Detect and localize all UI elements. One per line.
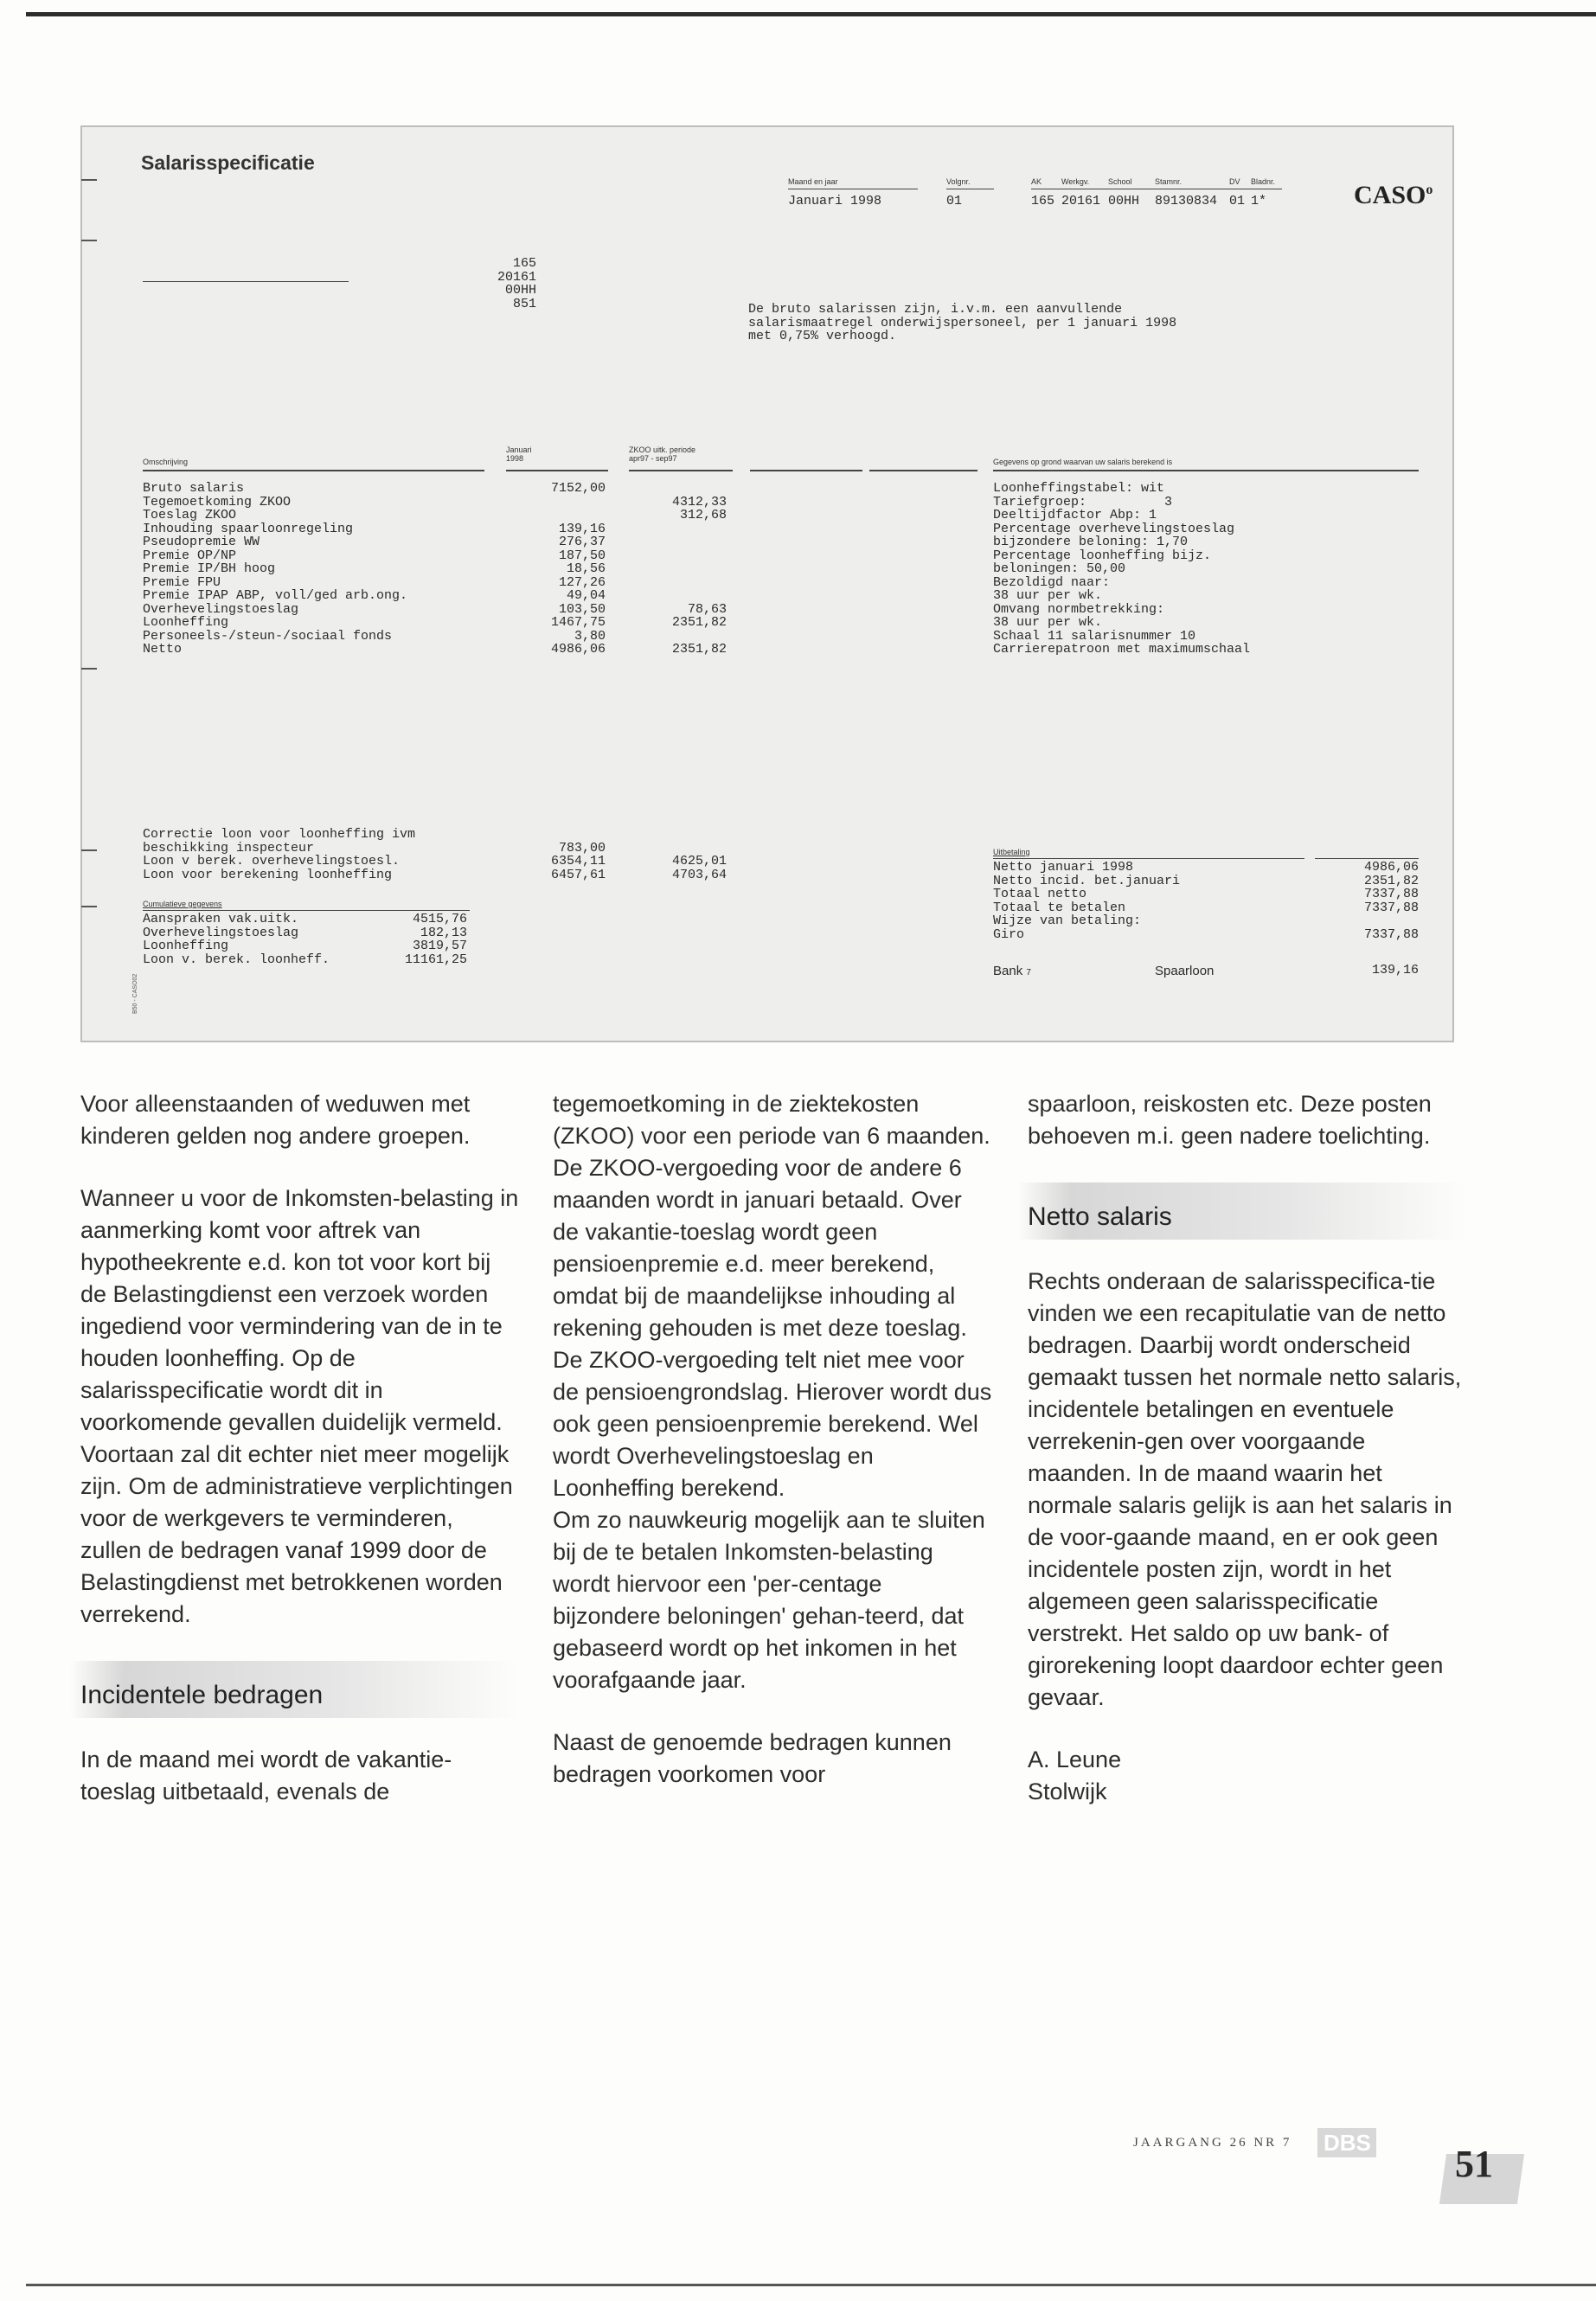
caso-logo: CASO$^o$ [1354, 181, 1433, 209]
bottom-rule [26, 2284, 1596, 2286]
header-label: Maand en jaar [788, 177, 838, 186]
header-label: Bladnr. [1251, 177, 1276, 186]
header-label: Stamnr. [1155, 177, 1183, 186]
uitbetaling-values: 4986,06 2351,82 7337,88 7337,88 7337,88 [1363, 860, 1419, 942]
header-value: 01 [1229, 194, 1246, 208]
margin-tick [81, 240, 97, 241]
header-value: 165 [1031, 194, 1055, 208]
slip-title: Salarisspecificatie [141, 151, 315, 174]
margin-tick [81, 179, 97, 181]
page-number: 51 [1455, 2143, 1493, 2185]
cumulatief-values: 4515,76 182,13 3819,57 11161,25 [404, 912, 467, 967]
heading-incidentele-bedragen: Incidentele bedragen [70, 1661, 520, 1718]
spaarloon-value: 139,16 [1371, 963, 1419, 977]
paragraph: Rechts onderaan de salarisspecifica-tie vinden we een recapitulatie van de netto bedragen. Daarbij wordt onderscheid gemaakt tussen het normale netto salaris, incidentele betalingen en eventuele verrekenin-gen over voorgaande maanden. In de maand waarin het normale salaris gelijk is aan het salaris in de voor-gaande maand, en er ook geen incidentele posten zijn, wordt in het algemeen geen salarisspecificatie verstrekt. Het saldo op uw bank- of girorekening loopt daardoor echter geen gevaar. [1028, 1268, 1462, 1710]
page-footer [1133, 2128, 1376, 2157]
article-column-1 [80, 1088, 520, 1838]
paragraph: Voor alleenstaanden of weduwen met kinderen gelden nog andere groepen. [80, 1091, 471, 1149]
correctie-januari: 783,00 6354,11 6457,61 [550, 840, 606, 882]
correctie-description: Correctie loon voor loonheffing ivm beschikking inspecteur Loon v berek. overhevelingstoesl. Loon voor berekening loonheffing [143, 827, 416, 882]
paragraph: Naast de genoemde bedragen kunnen bedragen voorkomen voor [553, 1729, 952, 1787]
items-description: Bruto salaris Tegemoetkoming ZKOO Toeslag ZKOO Inhouding spaarloonregeling Pseudopremie WW Premie OP/NP Premie IP/BH hoog Premie FPU Premie IPAP ABP, voll/ged arb.ong. Overhevelingstoeslag Loonheffing Personeels-/steun-/sociaal fonds Netto [143, 481, 408, 657]
paragraph: tegemoetkoming in de ziektekosten (ZKOO) voor een periode van 6 maanden. De ZKOO-vergoeding voor de andere 6 maanden wordt in januari betaald. Over de vakantie-toeslag wordt geen pensioenpremie e.d. meer berekend, omdat bij de maandelijkse inhouding al rekening gehouden is met deze toeslag. [553, 1091, 990, 1341]
uitbetaling-label: Uitbetaling [993, 848, 1030, 856]
col-gegevens: Gegevens op grond waarvan uw salaris berekend is [993, 458, 1173, 466]
margin-tick [81, 668, 97, 670]
gegevens-list: Loonheffingstabel: wit Tariefgroep: 3 Deeltijdfactor Abp: 1 Percentage overhevelingstoeslag bijzondere beloning: 1,70 Percentage loonheffing bijz. beloningen: 50,00 Bezoldigd naar: 38 uur per wk. Omvang normbetrekking: 38 uur per wk. Schaal 11 salarisnummer 10 Carrierepatroon met maximumschaal [993, 481, 1251, 657]
top-rule [26, 12, 1596, 16]
header-value: Januari 1998 [788, 194, 882, 208]
uitbetaling-description: Netto januari 1998 Netto incid. bet.januari Totaal netto Totaal te betalen Wijze van betaling: Giro [993, 860, 1181, 942]
margin-tick [81, 906, 97, 907]
header-label: Volgnr. [946, 177, 971, 186]
header-label: AK [1031, 177, 1042, 186]
slip-notice: De bruto salarissen zijn, i.v.m. een aanvullende salarismaatregel onderwijspersoneel, per 1 januari 1998 met 0,75% verhoogd. [748, 302, 1177, 343]
header-label: Werkgv. [1061, 177, 1090, 186]
header-label: DV [1229, 177, 1240, 186]
col-zkoo: ZKOO uitk. periode apr97 - sep97 [629, 445, 696, 463]
paragraph: Voortaan zal dit echter niet meer mogelijk zijn. Om de administratieve verplichtingen voor de werkgevers te verminderen, zullen de bedragen vanaf 1999 door de Belastingdienst met betrokkenen worden verrekend. [80, 1441, 513, 1627]
article-column-2 [553, 1088, 992, 1821]
header-value: 20161 [1061, 194, 1101, 208]
col-januari: Januari 1998 [506, 445, 532, 463]
header-value: 00HH [1108, 194, 1140, 208]
author-name: A. Leune [1028, 1747, 1122, 1772]
margin-tick [81, 849, 97, 851]
article-column-3 [1028, 1088, 1467, 1808]
header-label: School [1108, 177, 1132, 186]
form-code: B50 - CASO02 [132, 973, 138, 1014]
paragraph: De ZKOO-vergoeding telt niet mee voor de pensioengrondslag. Hierover wordt dus ook geen pensioenpremie berekend. Wel wordt Overhevelingstoeslag en Loonheffing berekend. [553, 1347, 992, 1501]
header-value: 89130834 [1155, 194, 1218, 208]
col-omschrijving: Omschrijving [143, 458, 189, 466]
magazine-logo: DBS [1317, 2128, 1376, 2157]
bank-label: Bank 7 [993, 964, 1031, 978]
header-value: 1* [1251, 194, 1267, 208]
items-zkoo: 4312,33 312,68 78,63 2351,82 2351,82 [671, 494, 727, 657]
spaarloon-label: Spaarloon [1155, 964, 1215, 978]
cumulatief-label: Cumulatieve gegevens [143, 900, 222, 908]
paragraph: Wanneer u voor de Inkomsten-belasting in aanmerking komt voor aftrek van hypotheekrente e.d. kon tot voor kort bij de Belastingdienst een verzoek worden ingediend voor vermindering van de in te houden loonheffing. Op de salarisspecificatie wordt dit in voorkomende gevallen duidelijk vermeld. [80, 1185, 519, 1435]
issue-label: JAARGANG 26 NR 7 [1133, 2135, 1292, 2150]
address-block: 165 20161 00HH 851 [497, 256, 537, 311]
paragraph: Om zo nauwkeurig mogelijk aan te sluiten bij de te betalen Inkomsten-belasting wordt hiervoor een 'per-centage bijzondere beloningen' gehan-teerd, dat gebaseerd wordt op het inkomen in het voorafgaande jaar. [553, 1507, 985, 1693]
header-value: 01 [946, 194, 963, 208]
items-januari: 7152,00 139,16 276,37 187,50 18,56 127,26 49,04 103,50 1467,75 3,80 4986,06 [550, 481, 606, 657]
paragraph: In de maand mei wordt de vakantie-toeslag uitbetaald, evenals de [80, 1747, 452, 1804]
paragraph: spaarloon, reiskosten etc. Deze posten behoeven m.i. geen nadere toelichting. [1028, 1091, 1432, 1149]
cumulatief-description: Aanspraken vak.uitk. Overhevelingstoeslag Loonheffing Loon v. berek. loonheff. [143, 912, 330, 967]
author-place: Stolwijk [1028, 1779, 1107, 1804]
heading-netto-salaris: Netto salaris [1017, 1183, 1467, 1240]
salary-slip [80, 125, 1454, 1042]
correctie-zkoo: 4625,01 4703,64 [671, 854, 727, 882]
